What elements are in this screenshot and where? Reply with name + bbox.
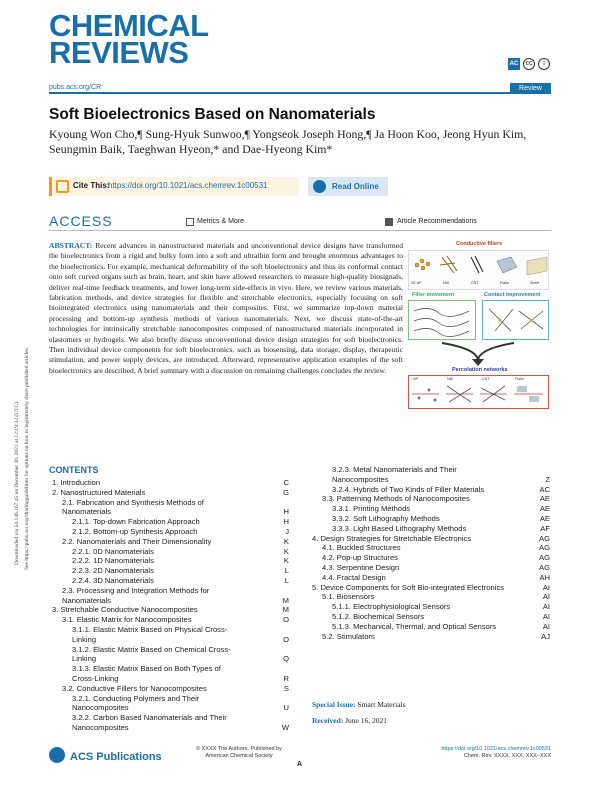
- arrow-head: [472, 359, 484, 366]
- filler-panel: [408, 250, 549, 290]
- special-issue-value: Smart Materials: [357, 700, 406, 709]
- toc-entry[interactable]: 2.2.3. 2D Nanomaterials L: [72, 566, 289, 576]
- download-notice-line[interactable]: See https://pubs.acs.org/sharingguidelines for options on how to legitimately share published articles.: [24, 346, 30, 570]
- toc-entry[interactable]: 3.2. Conductive Fillers for Nanocomposites S: [62, 683, 289, 693]
- journal-name-line2: REVIEWS: [49, 35, 189, 70]
- filler-illustrations: [409, 251, 550, 281]
- movement-line: [414, 318, 469, 326]
- network-dot: [428, 389, 431, 392]
- read-online-label[interactable]: Read Online: [332, 182, 379, 191]
- special-issue-label: Special Issue:: [312, 700, 356, 709]
- figure-title-contact: Contact improvement: [484, 292, 541, 298]
- abstract-text: Recent advances in nanostructured materials and unconventional device designs have transformed the bioelectronics from a rigid and bulky form into a soft and ultrathin form and brought enormous advantages to the bioelectronics. For example, mechanical deformability of the soft bioelectronics and thus its conformal contact onto soft curved organs such as brain, heart, and skin have allowed researchers to measure high-quality biosignals, deliver real-time feedback treatments, and lower long-term side-effects in vivo. Here, we review various materials, fabrication methods, and device strategies for flexible and stretchable electronics, especially focusing on soft biointegrated electronics using nanomaterials and their composites. First, we summarize top-down material processing and bottom-up synthesis methods of various nanomaterials. Next, we discuss state-of-the-art technologies for intrinsically stretchable nanocomposites composed of nanostructured materials incorporated in elastomers or hydrogels. We also briefly discuss unconventional device design strategies for soft bioelectronics. Then individual device components for soft bioelectronics, such as biosensing, data storage, display, therapeutic stimulation, and power supply devices, are introduced. Afterward, representative application examples of the soft bioelectronics are described. A brief summary with a discussion on remaining challenges concludes the review.: [49, 241, 403, 375]
- contact-illustration: [483, 301, 548, 339]
- network-illustration: [409, 376, 548, 408]
- download-notice: [6, 240, 36, 570]
- toc-graphic: [406, 241, 551, 411]
- toc-entry[interactable]: 1. Introduction C: [52, 478, 289, 487]
- junction-dot: [499, 319, 502, 322]
- nanoparticle-dot: [415, 263, 419, 267]
- network-label: CNT: [482, 377, 490, 381]
- toc-entry[interactable]: 5.1.3. Mechanical, Thermal, and Optical Sensors AI: [332, 621, 550, 631]
- creative-commons-icon[interactable]: cc: [523, 58, 535, 70]
- toc-entry[interactable]: 5.1. Biosensors AI: [322, 592, 550, 602]
- nanotube: [475, 256, 483, 272]
- copyright-notice: © XXXX The Authors. Published by American Chemical Society: [196, 746, 282, 759]
- nanowire: [442, 257, 454, 273]
- nanoparticle-dot: [426, 262, 430, 266]
- contact-panel: [482, 300, 549, 340]
- toc-entry[interactable]: 3.3.3. Light Based Lithography Methods AF: [332, 523, 550, 533]
- toc-entry[interactable]: 3.1.3. Elastic Matrix Based on Both Types of Cross-Linking R: [72, 664, 289, 683]
- toc-entry[interactable]: 3.3.1. Printing Methods AE: [332, 504, 550, 514]
- acs-logo-icon: [49, 747, 65, 763]
- toc-entry[interactable]: 2.2. Nanomaterials and Their Dimensionality K: [62, 536, 289, 546]
- filler-label: Sheet: [530, 281, 540, 285]
- toc-entry[interactable]: 3.3.2. Soft Lithography Methods AE: [332, 513, 550, 523]
- journal-name-line1: CHEMICAL: [49, 8, 209, 43]
- network-dot: [418, 397, 421, 400]
- author-list: [49, 127, 549, 157]
- toc-entry[interactable]: 3.1. Elastic Matrix for Nanocomposites O: [62, 615, 289, 625]
- network-label: NP: [413, 377, 418, 381]
- acs-authorchoice-icon[interactable]: AC: [508, 58, 520, 70]
- figure-title-networks: Percolation networks: [452, 367, 508, 373]
- footer-citation: [430, 746, 551, 760]
- received-date: [312, 716, 387, 725]
- toc-entry[interactable]: 3.2.3. Metal Nanomaterials and Their Nanocomposites Z: [332, 465, 550, 484]
- toc-entry[interactable]: 5.2. Stimulators AJ: [322, 631, 550, 641]
- filler-movement-panel: [408, 300, 476, 340]
- toc-entry[interactable]: 2.1.1. Top-down Fabrication Approach H: [72, 517, 289, 527]
- header-rule: [49, 92, 551, 94]
- metrics-link[interactable]: Metrics & More: [197, 218, 245, 225]
- article-type-badge: Review: [510, 83, 551, 94]
- article-title: Soft Bioelectronics Based on Nanomaterials: [49, 106, 376, 123]
- toc-entry[interactable]: 2.1.2. Bottom-up Synthesis Approach J: [72, 526, 289, 536]
- quote-icon: [56, 180, 69, 193]
- toc-entry[interactable]: 3.1.2. Elastic Matrix Based on Chemical Cross-Linking Q: [72, 644, 289, 664]
- toc-entry[interactable]: 3.2.2. Carbon Based Nanomaterials and Their Nanocomposites W: [72, 713, 289, 732]
- received-label: Received:: [312, 716, 344, 725]
- toc-entry[interactable]: 5. Device Components for Soft Bio-integrated Electronics AI: [312, 582, 550, 592]
- filler-label: NW: [443, 281, 449, 285]
- doi-link[interactable]: https://doi.org/10.1021/acs.chemrev.1c00531: [108, 181, 268, 190]
- toc-entry[interactable]: 3.2.1. Conducting Polymers and Their Nanocomposites U: [72, 693, 289, 713]
- special-issue: [312, 700, 406, 709]
- toc-entry[interactable]: 2.3. Processing and Integration Methods for Nanomaterials M: [62, 585, 289, 605]
- nanoparticle-dot: [421, 266, 425, 270]
- figure-title-movement: Filler movement: [412, 292, 455, 298]
- toc-entry[interactable]: 2.2.4. 3D Nanomaterials L: [72, 575, 289, 585]
- access-rule: [49, 230, 551, 231]
- footer-citation-text: Chem. Rev. XXXX, XXX, XXX−XXX: [463, 753, 551, 759]
- toc-entry[interactable]: 2.1. Fabrication and Synthesis Methods of Nanomaterials H: [62, 497, 289, 517]
- download-notice-line: Downloaded via 54.146.167.45 on December 30, 2021 at 12:19:32 (UTC).: [14, 400, 20, 565]
- nanoparticle-dot: [420, 259, 424, 263]
- toc-entry[interactable]: 2.2.1. 0D Nanomaterials K: [72, 546, 289, 556]
- network-dot: [434, 399, 437, 402]
- journal-url[interactable]: pubs.acs.org/CR: [49, 84, 102, 91]
- network-panel: [408, 375, 549, 409]
- movement-line: [414, 308, 469, 316]
- network-label: NW: [447, 377, 453, 381]
- toc-entry[interactable]: 3.3. Patterning Methods of Nanocomposites AE: [322, 494, 550, 504]
- received-value: June 16, 2021: [345, 716, 387, 725]
- attribution-icon[interactable]: i: [538, 58, 550, 70]
- sheet-shape: [527, 257, 547, 275]
- filler-label: Flake: [500, 281, 509, 285]
- contents-heading: CONTENTS: [49, 465, 99, 475]
- metrics-icon[interactable]: [186, 218, 194, 226]
- network-flake: [517, 386, 527, 392]
- globe-icon[interactable]: [313, 180, 326, 193]
- access-label: ACCESS: [49, 213, 113, 229]
- toc-entry[interactable]: 5.1.2. Biochemical Sensors AI: [332, 611, 550, 621]
- contact-line: [495, 309, 513, 331]
- toc-entry[interactable]: 4.1. Buckled Structures AG: [322, 543, 550, 553]
- toc-left-column: [52, 478, 289, 733]
- junction-dot: [530, 319, 533, 322]
- toc-entry[interactable]: 2.2.2. 1D Nanomaterials K: [72, 556, 289, 566]
- journal-logo: [49, 8, 289, 70]
- network-flake: [529, 396, 539, 402]
- toc-entry[interactable]: 4.3. Serpentine Design AG: [322, 562, 550, 572]
- toc-entry[interactable]: 3.1.1. Elastic Matrix Based on Physical Cross-Linking O: [72, 624, 289, 644]
- recommendations-icon[interactable]: [385, 218, 393, 226]
- page-number: A: [297, 761, 303, 768]
- figure-title-fillers: Conductive fillers: [456, 241, 503, 247]
- movement-illustration: [409, 301, 475, 339]
- arrow-curve: [442, 343, 514, 361]
- toc-entry[interactable]: 4.2. Pop-up Structures AG: [322, 553, 550, 563]
- toc-right-column: [312, 465, 550, 641]
- author-line: Kyoung Won Cho,¶ Sung-Hyuk Sunwoo,¶ Yongseok Joseph Hong,¶ Ja Hoon Koo, Jeong Hyun Kim,: [49, 127, 527, 141]
- nanotube: [471, 257, 479, 273]
- toc-entry[interactable]: 4. Design Strategies for Stretchable Electronics AG: [312, 533, 550, 543]
- cite-this-label: Cite This:: [73, 181, 110, 190]
- network-label: Flake: [515, 377, 524, 381]
- abstract-label: ABSTRACT:: [49, 241, 93, 250]
- toc-entry[interactable]: 2. Nanostructured Materials G: [52, 487, 289, 497]
- toc-entry[interactable]: 3.2.4. Hybrids of Two Kinds of Filler Materials AC: [332, 484, 550, 494]
- publisher-name: ACS Publications: [70, 751, 162, 763]
- footer-doi-link[interactable]: https://doi.org/10.1021/acs.chemrev.1c00531: [441, 746, 551, 752]
- movement-line: [414, 328, 469, 336]
- recommendations-link[interactable]: Article Recommendations: [397, 218, 477, 225]
- filler-label: CNT: [471, 281, 479, 285]
- toc-entry[interactable]: 3. Stretchable Conductive Nanocomposites M: [52, 605, 289, 615]
- filler-label: 0D NP: [411, 281, 422, 285]
- toc-entry[interactable]: 4.4. Fractal Design AH: [322, 572, 550, 582]
- open-access-icons: [508, 58, 550, 70]
- author-line: Seungmin Baik, Taeghwan Hyeon,* and Dae-Hyeong Kim*: [49, 142, 333, 156]
- toc-entry[interactable]: 5.1.1. Electrophysiological Sensors AI: [332, 602, 550, 612]
- flake-shape: [497, 257, 517, 273]
- convergence-arrow: [406, 341, 551, 367]
